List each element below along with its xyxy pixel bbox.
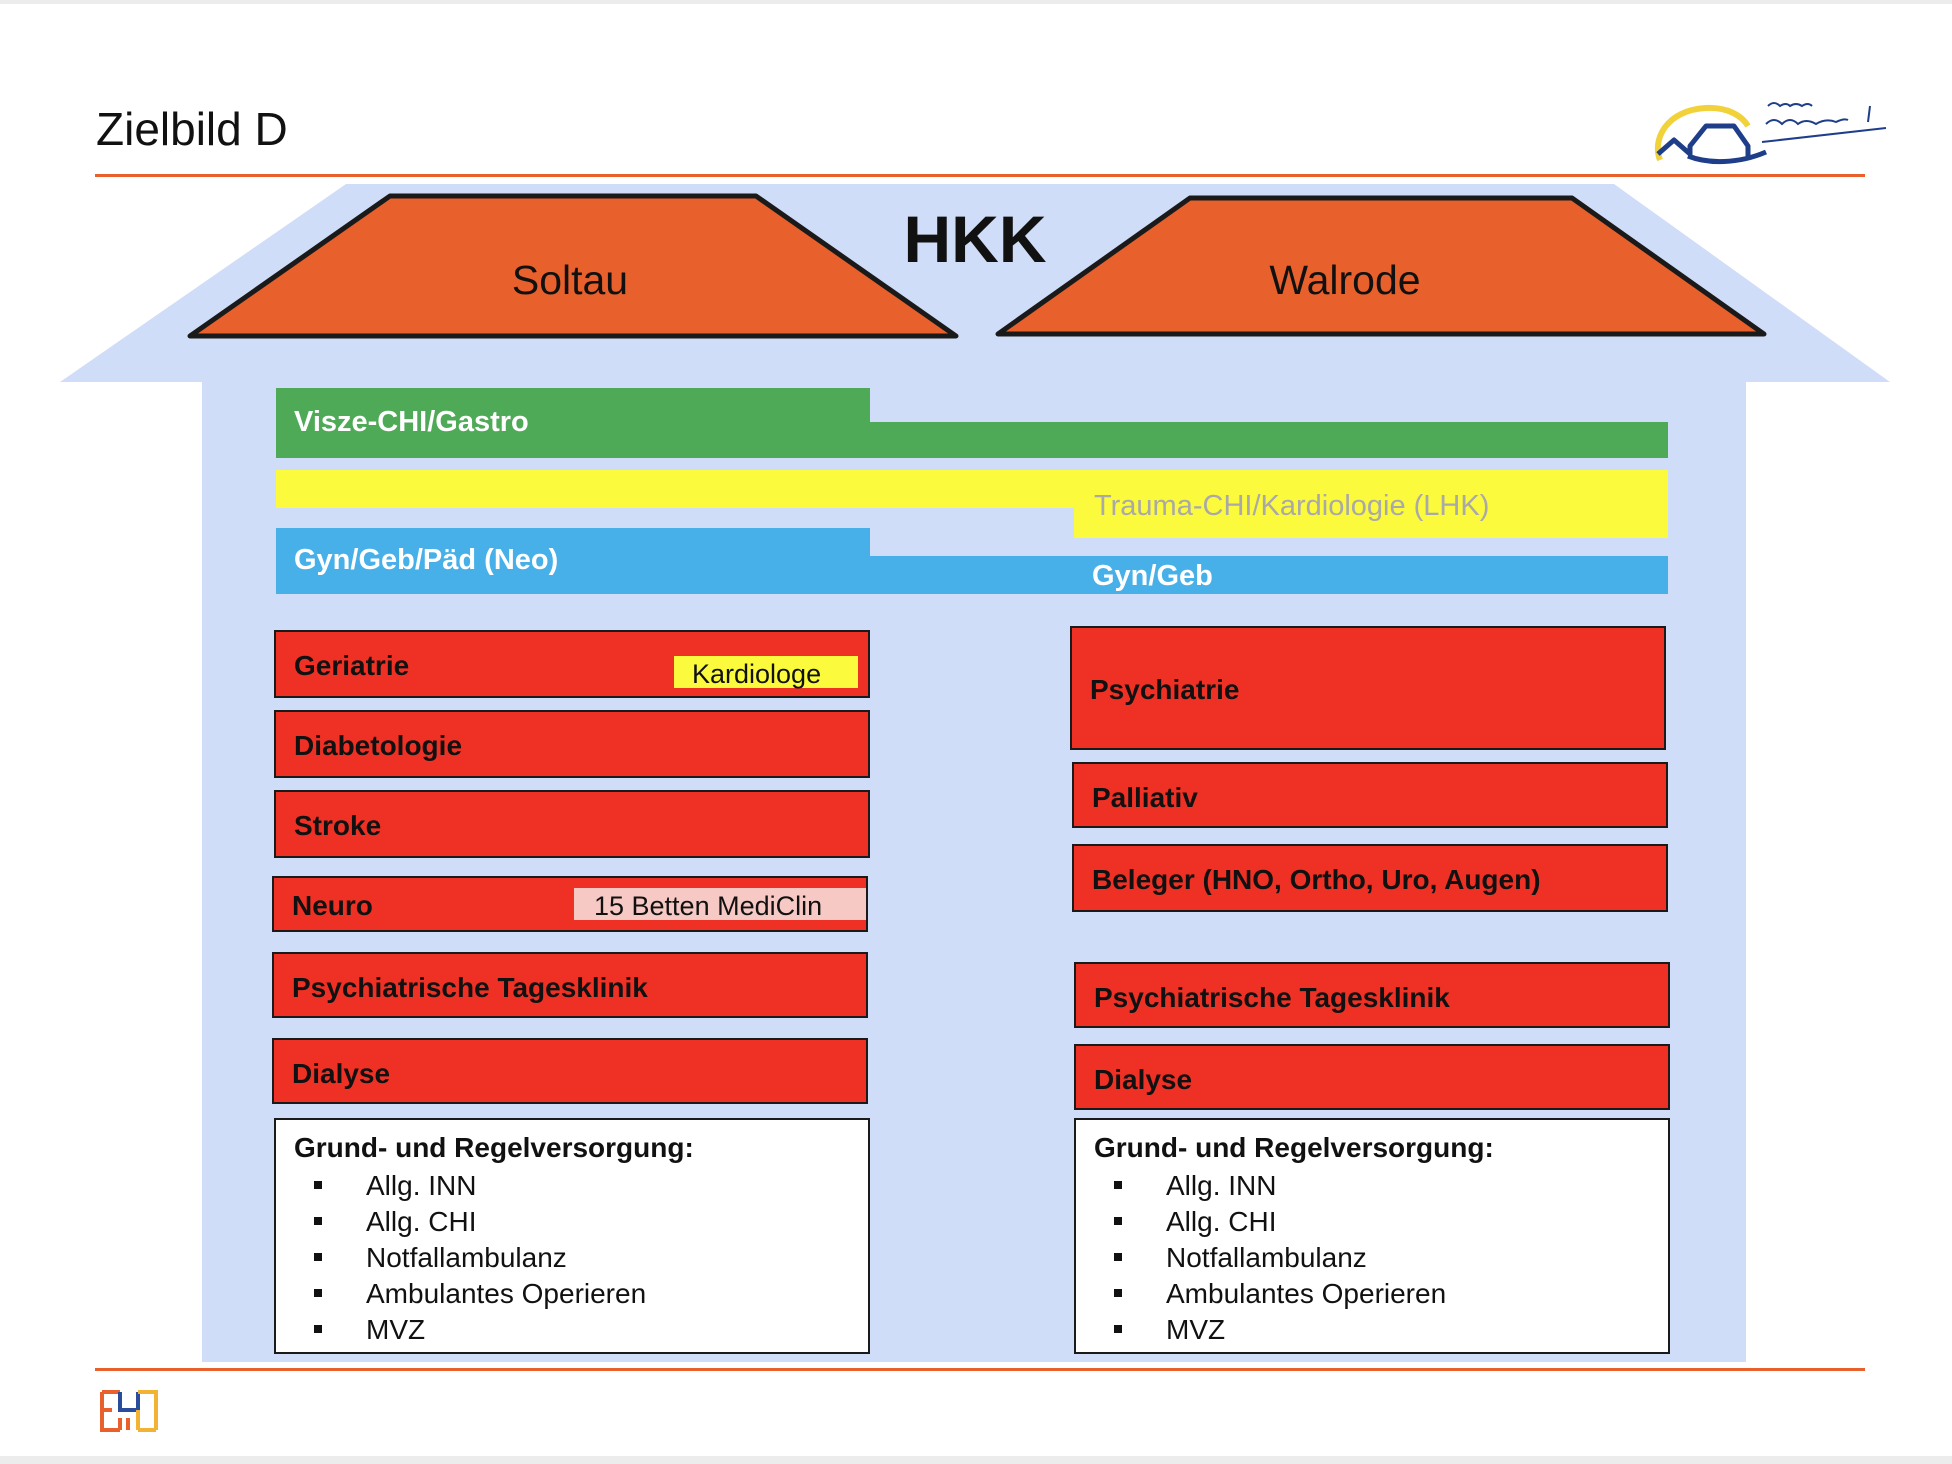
- trauma-label: Trauma-CHI/Kardiologie (LHK): [1094, 490, 1490, 522]
- bullet-icon: [314, 1253, 322, 1261]
- box-label: Neuro: [292, 890, 373, 921]
- grund-box-left: [274, 1118, 870, 1354]
- hkk-label: HKK: [903, 202, 1047, 276]
- box-label: Stroke: [294, 810, 382, 841]
- box-label: Palliativ: [1092, 782, 1198, 813]
- box-geriatrie: [274, 630, 870, 698]
- bullet-icon: [314, 1289, 322, 1297]
- bullet-icon: [1114, 1217, 1122, 1225]
- bullet-icon: [1114, 1325, 1122, 1333]
- list-item: Notfallambulanz: [314, 1240, 646, 1276]
- box-label: Dialyse: [1094, 1064, 1193, 1095]
- box-dialyse-left: [272, 1038, 868, 1104]
- footer-rule: [95, 1368, 1865, 1371]
- list-item: Allg. INN: [1114, 1168, 1446, 1204]
- list-item: Ambulantes Operieren: [1114, 1276, 1446, 1312]
- box-label: Psychiatrische Tagesklinik: [1094, 982, 1450, 1013]
- roof-label-walsrode: Walrode: [1269, 257, 1421, 303]
- grund-heading: Grund- und Regelversorgung:: [1094, 1132, 1494, 1163]
- box-psych-tagesklinik-left: [272, 952, 868, 1018]
- gyn-right-label: Gyn/Geb: [1092, 560, 1213, 592]
- list-item: Allg. CHI: [1114, 1204, 1446, 1240]
- list-item: Allg. CHI: [314, 1204, 646, 1240]
- box-label: Beleger (HNO, Ortho, Uro, Augen): [1092, 864, 1541, 895]
- box-palliativ: [1072, 762, 1668, 828]
- box-dialyse-right: [1074, 1044, 1670, 1110]
- footer-logo-icon: [98, 1388, 160, 1434]
- box-label: Psychiatrische Tagesklinik: [292, 972, 648, 1003]
- box-beleger: [1072, 844, 1668, 912]
- bottom-strip: [0, 1456, 1952, 1464]
- mediclin-tag: 15 Betten MediClin: [574, 888, 866, 920]
- slide-title: Zielbild D: [96, 103, 288, 155]
- bullet-icon: [314, 1217, 322, 1225]
- grund-list: [1114, 1168, 1446, 1348]
- box-neuro: [272, 876, 868, 932]
- box-label: Geriatrie: [294, 650, 410, 681]
- bullet-icon: [1114, 1289, 1122, 1297]
- gyn-left-label: Gyn/Geb/Päd (Neo): [294, 544, 559, 576]
- list-item: MVZ: [1114, 1312, 1446, 1348]
- box-psych-tagesklinik-right: [1074, 962, 1670, 1028]
- box-label: Diabetologie: [294, 730, 463, 761]
- list-item: Notfallambulanz: [1114, 1240, 1446, 1276]
- grund-heading: Grund- und Regelversorgung:: [294, 1132, 694, 1163]
- box-psychiatrie: [1070, 626, 1666, 750]
- bullet-icon: [1114, 1181, 1122, 1189]
- bullet-icon: [314, 1181, 322, 1189]
- bullet-icon: [314, 1325, 322, 1333]
- kardiologe-tag: Kardiologe: [674, 656, 858, 688]
- list-item: MVZ: [314, 1312, 646, 1348]
- roof-label-soltau: Soltau: [511, 257, 629, 303]
- box-stroke: [274, 790, 870, 858]
- list-item: Ambulantes Operieren: [314, 1276, 646, 1312]
- visze-label: Visze-CHI/Gastro: [294, 406, 529, 438]
- box-label: Dialyse: [292, 1058, 391, 1089]
- box-label: Psychiatrie: [1090, 674, 1240, 705]
- grund-list: [314, 1168, 646, 1348]
- list-item: Allg. INN: [314, 1168, 646, 1204]
- box-diabetologie: [274, 710, 870, 778]
- grund-box-right: [1074, 1118, 1670, 1354]
- bullet-icon: [1114, 1253, 1122, 1261]
